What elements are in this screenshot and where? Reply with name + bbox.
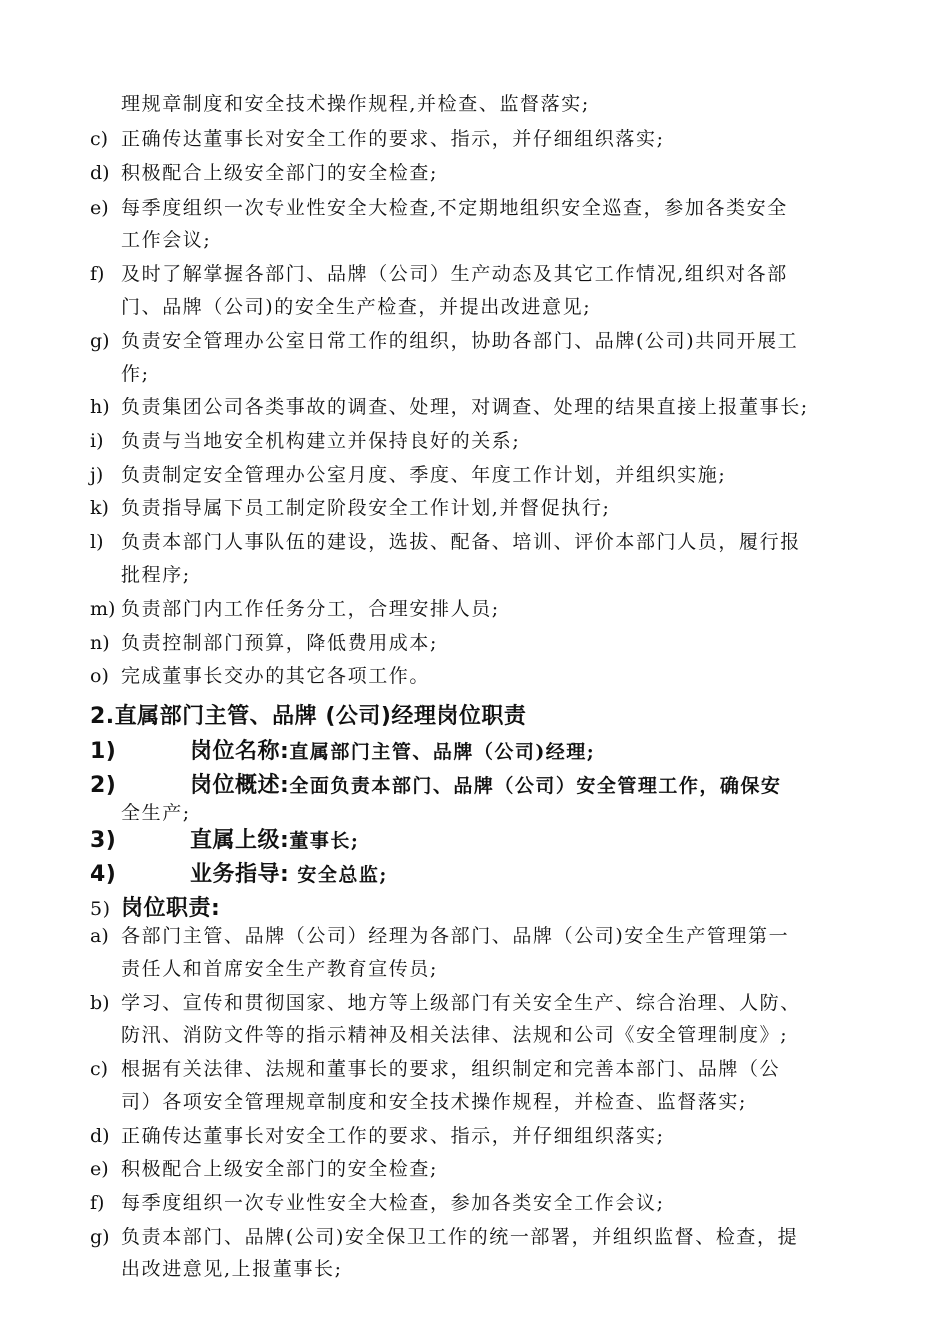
item-label: f) (90, 263, 105, 285)
item-text: 批程序; (121, 564, 191, 586)
item-text: 积极配合上级安全部门的安全检查; (121, 162, 439, 184)
item-text: 各部门主管、品牌（公司）经理为各部门、品牌（公司)安全生产管理第一 (121, 925, 790, 947)
list-item (90, 924, 865, 948)
list-item (90, 395, 865, 419)
item-label: m) (90, 598, 116, 620)
list-item (90, 127, 865, 151)
item-label: f) (90, 1192, 105, 1214)
job-name-row (90, 739, 595, 765)
list-item (90, 597, 865, 621)
item-text: 负责与当地安全机构建立并保持良好的关系; (121, 430, 521, 452)
item-text: 学习、宣传和贯彻国家、地方等上级部门有关安全生产、综合治理、人防、 (121, 992, 801, 1014)
item-text: 及时了解掌握各部门、品牌（公司）生产动态及其它工作情况,组织对各部 (121, 263, 788, 285)
job-overview-row (90, 773, 781, 799)
item-label: g) (90, 330, 110, 352)
item-label: h) (90, 396, 110, 418)
item-label: e) (90, 1158, 109, 1180)
item-text: 负责指导属下员工制定阶段安全工作计划,并督促执行; (121, 497, 611, 519)
item-label: c) (90, 1058, 109, 1080)
list-item (90, 496, 865, 520)
item-text: 负责部门内工作任务分工，合理安排人员; (121, 598, 500, 620)
list-item (90, 429, 865, 453)
list-item (90, 196, 865, 220)
item-value: 安全总监; (289, 864, 388, 886)
list-item (90, 329, 865, 353)
item-label: l) (90, 531, 104, 553)
section-heading: 2.直属部门主管、品牌 (公司)经理岗位职责 (90, 704, 527, 729)
item-text: 负责安全管理办公室日常工作的组织，协助各部门、品牌(公司)共同开展工 (121, 330, 799, 352)
item-number: 1) (90, 739, 117, 764)
item-label: k) (90, 497, 109, 519)
item-text: 司）各项安全管理规章制度和安全技术操作规程，并检查、监督落实; (121, 1091, 748, 1113)
item-label: n) (90, 632, 110, 654)
item-label: e) (90, 197, 109, 219)
item-label: i) (90, 430, 104, 452)
list-item-continuation (121, 295, 866, 319)
item-text: 积极配合上级安全部门的安全检查; (121, 1158, 439, 1180)
item-text: 工作会议; (121, 229, 212, 251)
job-overview-continuation (121, 801, 866, 825)
list-item (90, 262, 865, 286)
list-item (90, 991, 865, 1015)
item-number: 2) (90, 773, 117, 798)
list-item (90, 1157, 865, 1181)
list-item (90, 161, 865, 185)
list-item (90, 1124, 865, 1148)
item-text: 理规章制度和安全技术操作规程,并检查、监督落实; (121, 93, 590, 115)
item-text: 负责控制部门预算，降低费用成本; (121, 632, 439, 654)
list-item (90, 631, 865, 655)
duties-heading (90, 896, 220, 922)
item-text: 全生产; (121, 802, 191, 824)
item-text: 负责本部门、品牌(公司)安全保卫工作的统一部署，并组织监督、检查，提 (121, 1226, 799, 1248)
list-item (90, 1225, 865, 1249)
list-item-continuation (121, 563, 866, 587)
list-item-continuation (121, 228, 866, 252)
item-label: d) (90, 1125, 110, 1147)
list-item (90, 664, 865, 688)
item-text: 责任人和首席安全生产教育宣传员; (121, 958, 439, 980)
direct-superior-row (90, 828, 359, 854)
item-value: 直属部门主管、品牌（公司)经理; (289, 741, 596, 763)
list-item (90, 530, 865, 554)
list-item-continuation (121, 1257, 866, 1281)
item-label: o) (90, 665, 109, 687)
item-text: 负责集团公司各类事故的调查、处理，对调查、处理的结果直接上报董事长; (121, 396, 809, 418)
item-text: 完成董事长交办的其它各项工作。 (121, 665, 431, 687)
item-text: 门、品牌（公司)的安全生产检查，并提出改进意见; (121, 296, 592, 318)
item-label: j) (90, 464, 104, 486)
item-text: 作; (121, 363, 150, 385)
item-label: d) (90, 162, 110, 184)
list-item-continuation (121, 362, 866, 386)
list-item (90, 463, 865, 487)
item-value: 董事长; (289, 830, 360, 852)
item-text: 每季度组织一次专业性安全大检查,不定期地组织安全巡查，参加各类安全 (121, 197, 788, 219)
item-label: a) (90, 925, 109, 947)
item-key: 岗位名称: (190, 739, 290, 764)
item-key: 业务指导: (190, 862, 290, 887)
item-number: 3) (90, 828, 117, 853)
item-text: 根据有关法律、法规和董事长的要求，组织制定和完善本部门、品牌（公 (121, 1058, 781, 1080)
item-value: 全面负责本部门、品牌（公司）安全管理工作，确保安 (289, 775, 782, 797)
item-text: 负责制定安全管理办公室月度、季度、年度工作计划，并组织实施; (121, 464, 727, 486)
item-text: 每季度组织一次专业性安全大检查，参加各类安全工作会议; (121, 1192, 665, 1214)
item-text: 正确传达董事长对安全工作的要求、指示，并仔细组织落实; (121, 128, 665, 150)
item-number: 5) (90, 898, 111, 920)
item-label: c) (90, 128, 109, 150)
item-label: b) (90, 992, 110, 1014)
list-item (90, 1057, 865, 1081)
list-item-continuation (121, 957, 866, 981)
item-text: 出改进意见,上报董事长; (121, 1258, 343, 1280)
item-key: 直属上级: (190, 828, 290, 853)
business-guidance-row (90, 862, 388, 888)
item-number: 4) (90, 862, 117, 887)
item-text: 防汛、消防文件等的指示精神及相关法律、法规和公司《安全管理制度》; (121, 1024, 789, 1046)
item-key: 岗位概述: (190, 773, 290, 798)
list-item (90, 1191, 865, 1215)
list-item (121, 92, 866, 116)
list-item-continuation (121, 1090, 866, 1114)
item-key: 岗位职责: (121, 896, 221, 921)
item-text: 负责本部门人事队伍的建设，选拔、配备、培训、评价本部门人员，履行报 (121, 531, 801, 553)
item-label: g) (90, 1226, 110, 1248)
item-text: 正确传达董事长对安全工作的要求、指示，并仔细组织落实; (121, 1125, 665, 1147)
list-item-continuation (121, 1023, 866, 1047)
